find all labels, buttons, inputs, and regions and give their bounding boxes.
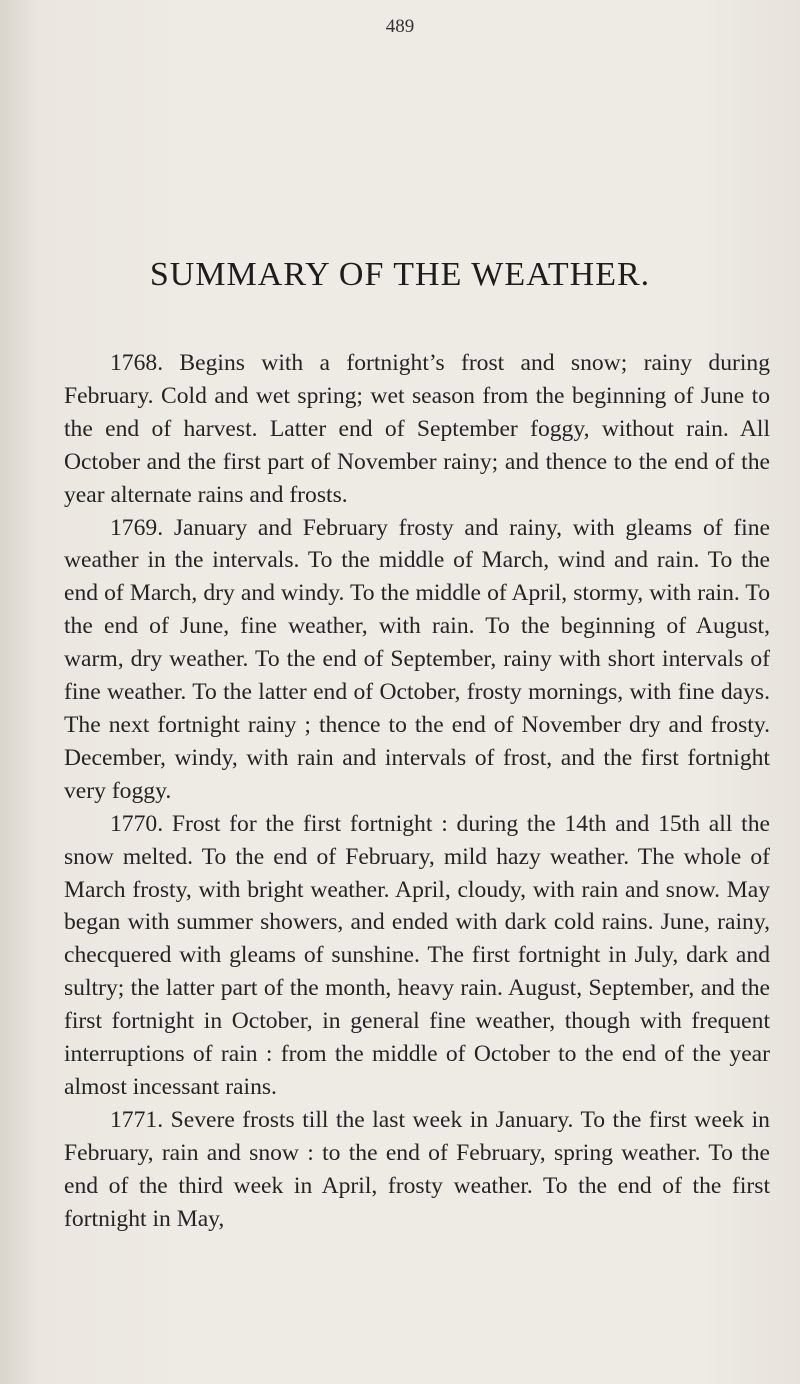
page-number: 489 [385, 16, 415, 37]
entry-year: 1771. [110, 1106, 164, 1133]
entry-year: 1769. [110, 514, 164, 541]
entry-1768 [64, 347, 770, 512]
entry-text: Frost for the first fortnight : during the 14th and 15th all the snow melted. To the end of February, mild hazy weather. The whole of March frosty, with bright weather. April, cloudy, with rain and snow. May began with summer showers, and ended with dark cold rains. June, rainy, checquered with gleams of sunshine. The first fortnight in July, dark and sultry; the latter part of the month, heavy rain. August, September, and the first fortnight in October, in general fine weather, though with frequent interruptions of rain : from the middle of October to the end of the year almost incessant rains. [64, 810, 770, 1100]
weather-summary-text [64, 347, 770, 1235]
entry-1771 [64, 1104, 770, 1236]
entry-1770 [64, 808, 770, 1104]
entry-text: January and February frosty and rainy, with gleams of fine weather in the intervals. To the middle of March, wind and rain. To the end of March, dry and windy. To the middle of April, stormy, with rain. To the end of June, fine weather, with rain. To the beginning of August, warm, dry weather. To the end of September, rainy with short intervals of fine weather. To the latter end of October, frosty mornings, with fine days. The next fortnight rainy ; thence to the end of November dry and frosty. December, windy, with rain and intervals of frost, and the first fortnight very foggy. [64, 514, 770, 804]
entry-1769 [64, 512, 770, 808]
entry-text: Severe frosts till the last week in January. To the first week in February, rain and snow : to the end of February, spring weather. To the end of the third week in April, frosty weather. To the end of the first fortnight in May, [64, 1106, 770, 1232]
entry-year: 1770. [110, 810, 164, 837]
page-title: SUMMARY OF THE WEATHER. [149, 256, 651, 293]
entry-text: Begins with a fortnight’s frost and snow; rainy during February. Cold and wet spring; wet season from the beginning of June to the end of harvest. Latter end of September foggy, without rain. All October and the first part of November rainy; and thence to the end of the year alternate rains and frosts. [64, 350, 770, 508]
entry-year: 1768. [110, 350, 164, 376]
